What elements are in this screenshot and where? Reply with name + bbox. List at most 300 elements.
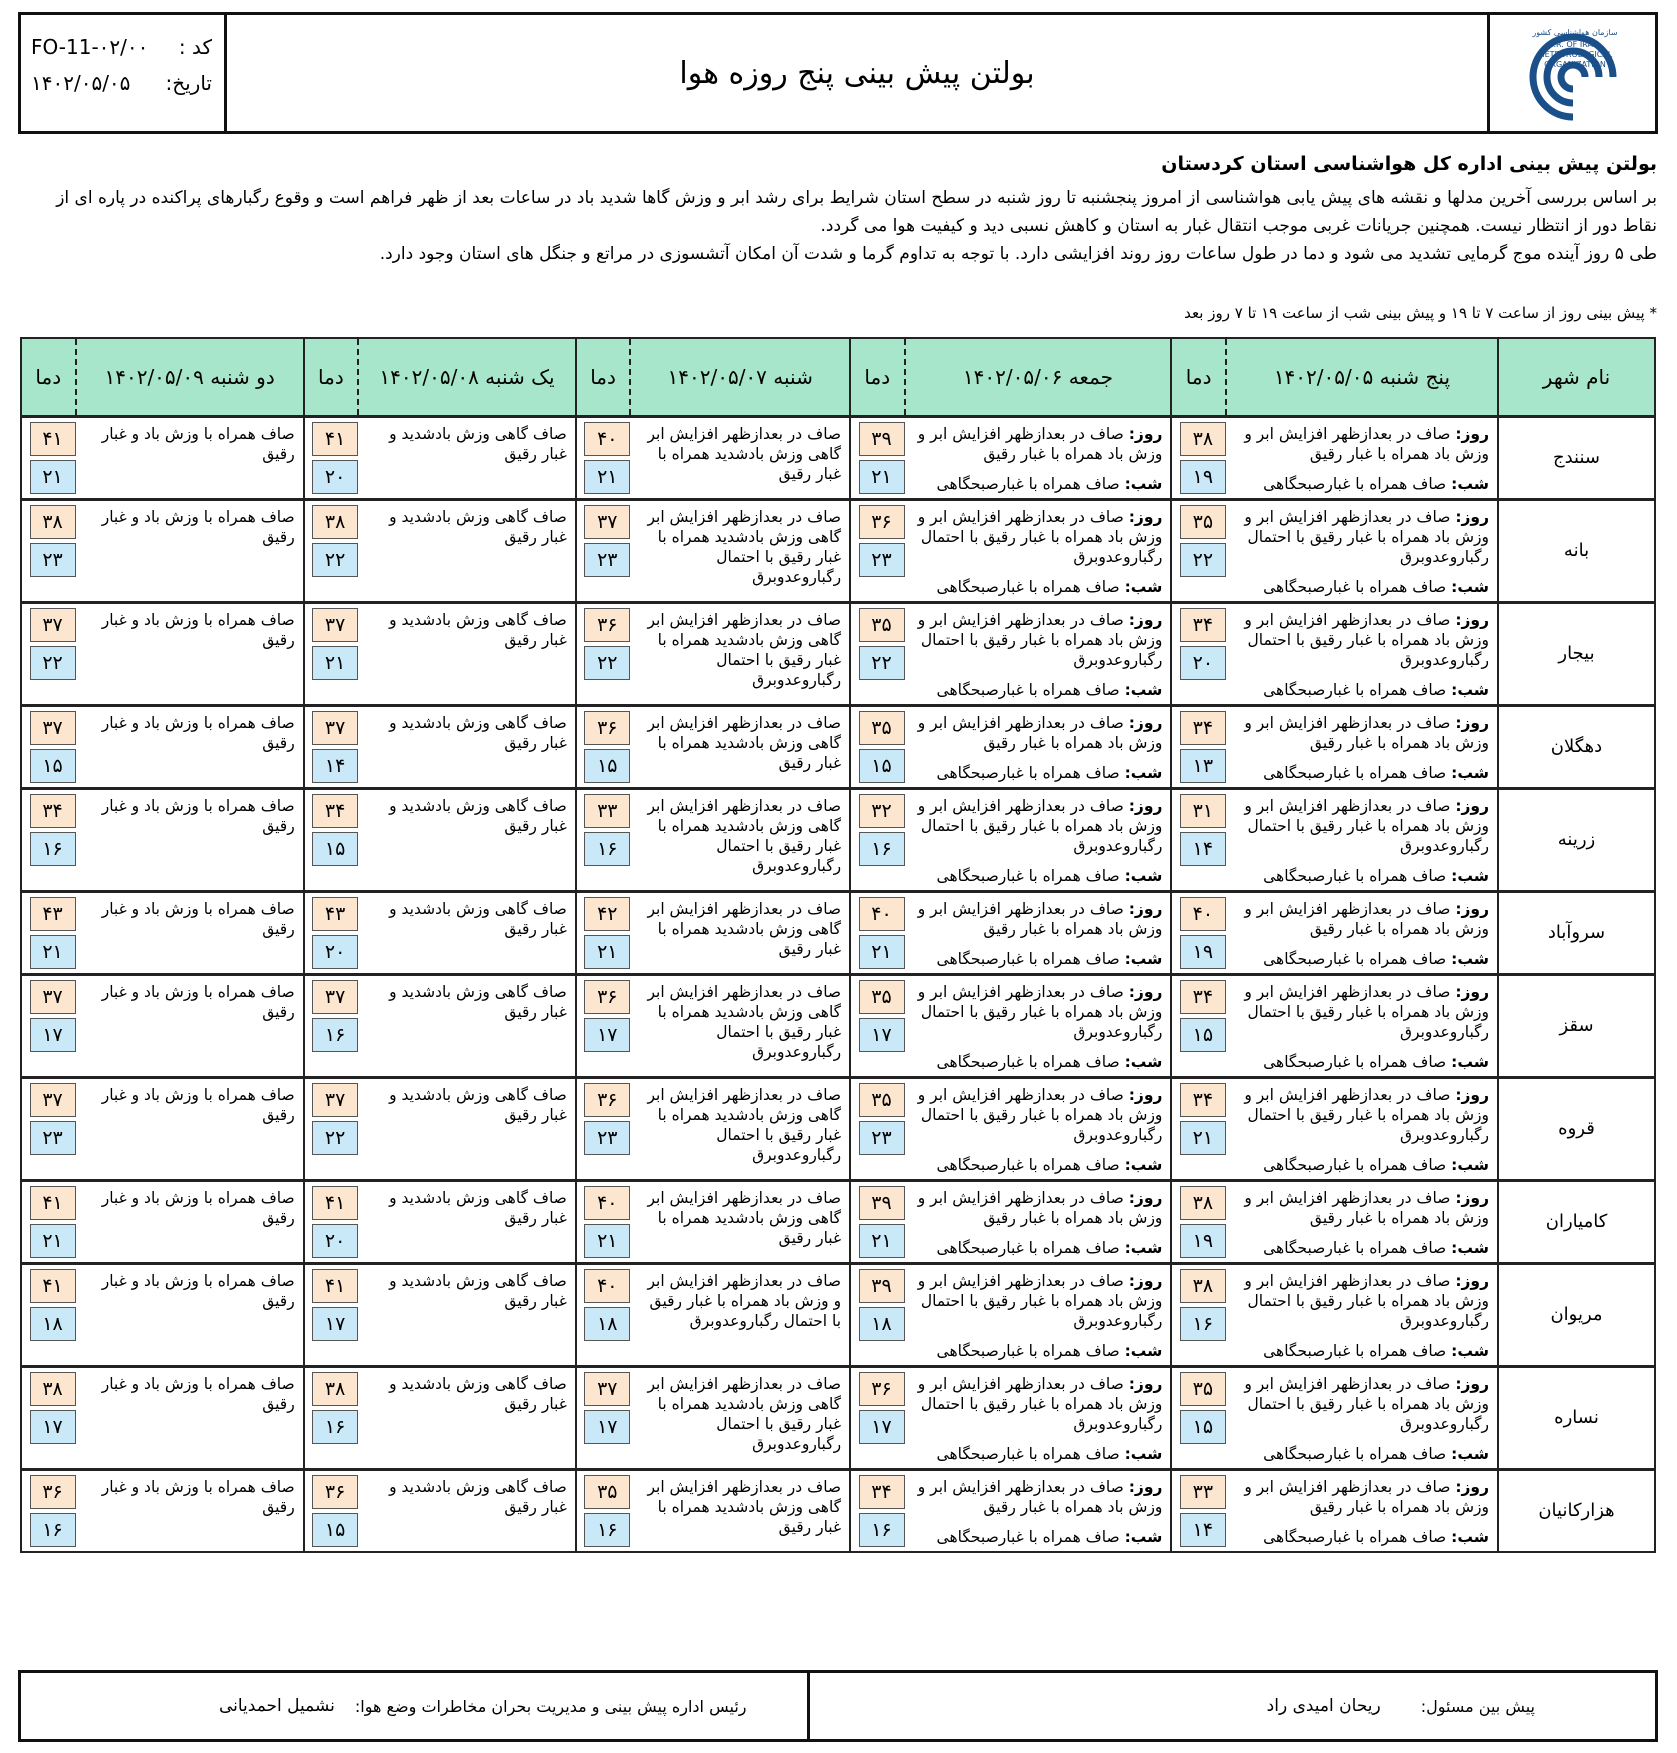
forecast-description <box>76 1367 304 1470</box>
city-name: مریوان <box>1498 1264 1655 1367</box>
table-row <box>21 892 1655 975</box>
max-temperature: ۴۳ <box>312 897 358 931</box>
min-temperature: ۱۳ <box>1180 749 1226 783</box>
logo-cell <box>1487 15 1655 131</box>
night-forecast <box>1232 680 1489 700</box>
day-label: روز: <box>1128 714 1163 732</box>
table-row <box>21 975 1655 1078</box>
city-name: سنندج <box>1498 417 1655 500</box>
temperature-cell <box>1171 603 1225 706</box>
max-temperature: ۳۷ <box>30 608 76 642</box>
max-temperature: ۳۵ <box>1180 1372 1226 1406</box>
forecast-text: صاف همراه با وزش باد و غبار رقیق <box>101 1272 295 1310</box>
max-temperature: ۳۸ <box>1180 422 1226 456</box>
night-forecast <box>911 474 1163 494</box>
day-forecast <box>1232 796 1489 856</box>
code-line <box>31 29 212 65</box>
day-forecast <box>1232 1374 1489 1434</box>
night-label: شب: <box>1124 1445 1163 1463</box>
forecast-text: صاف در بعدازظهر افزایش ابر گاهی وزش بادشدید همراه با غبار رقیق با احتمال رگباروعدوبرق <box>647 611 842 689</box>
forecast-description <box>630 706 850 789</box>
day-label: روز: <box>1455 425 1489 443</box>
intro-paragraph-2: طی ۵ روز آینده موج گرمایی تشدید می شود و دما در طول ساعات روز روند افزایشی دارد. با توجه به تداوم گرما و شدت آن امکان آتشسوزی در مراتع و جنگل های استان وجود دارد. <box>379 244 1657 264</box>
forecast-description <box>358 603 576 706</box>
temperature-cell <box>21 1078 76 1181</box>
temperature-cell <box>1171 892 1225 975</box>
temperature-cell <box>21 1470 76 1553</box>
day-forecast-text: صاف در بعدازظهر افزایش ابر و وزش باد همراه با غبار رقیق با احتمال رگباروعدوبرق <box>917 797 1163 855</box>
day-forecast <box>911 1271 1163 1331</box>
max-temperature: ۳۵ <box>584 1475 630 1509</box>
forecast-description <box>76 417 304 500</box>
day-forecast <box>911 1477 1163 1517</box>
forecast-description <box>630 789 850 892</box>
night-forecast <box>1232 1238 1489 1258</box>
night-forecast-text: صاف همراه با غبارصبحگاهی <box>936 475 1120 493</box>
min-temperature: ۱۷ <box>859 1410 905 1444</box>
max-temperature: ۳۵ <box>859 608 905 642</box>
forecast-text: صاف همراه با وزش باد و غبار رقیق <box>101 900 295 938</box>
max-temperature: ۴۰ <box>584 1269 630 1303</box>
min-temperature: ۱۶ <box>1180 1307 1226 1341</box>
forecast-text: صاف گاهی وزش بادشدید و غبار رقیق <box>389 508 567 546</box>
forecast-table-body <box>21 417 1655 1553</box>
max-temperature: ۳۴ <box>30 794 76 828</box>
forecast-description <box>905 1264 1172 1367</box>
day-forecast <box>911 507 1163 567</box>
forecast-text: صاف همراه با وزش باد و غبار رقیق <box>101 425 295 463</box>
day-forecast-text: صاف در بعدازظهر افزایش ابر و وزش باد همراه با غبار رقیق <box>917 425 1163 463</box>
min-temperature: ۱۶ <box>312 1018 358 1052</box>
forecast-description <box>76 1264 304 1367</box>
max-temperature: ۳۸ <box>1180 1186 1226 1220</box>
min-temperature: ۱۸ <box>584 1307 630 1341</box>
day-label: روز: <box>1455 508 1489 526</box>
max-temperature: ۴۰ <box>584 1186 630 1220</box>
forecast-description <box>76 975 304 1078</box>
city-name: بانه <box>1498 500 1655 603</box>
temperature-cell <box>21 500 76 603</box>
min-temperature: ۲۲ <box>859 646 905 680</box>
day-forecast <box>1232 507 1489 567</box>
day-label: روز: <box>1128 900 1163 918</box>
max-temperature: ۳۵ <box>1180 505 1226 539</box>
min-temperature: ۲۱ <box>859 460 905 494</box>
forecast-description <box>630 1181 850 1264</box>
min-temperature: ۱۹ <box>1180 935 1226 969</box>
forecast-description <box>630 1078 850 1181</box>
night-label: شب: <box>1451 1239 1489 1257</box>
forecast-description <box>358 1078 576 1181</box>
temperature-cell <box>850 417 904 500</box>
night-forecast <box>1232 866 1489 886</box>
min-temperature: ۲۱ <box>859 1224 905 1258</box>
forecast-description <box>630 975 850 1078</box>
temperature-cell <box>850 789 904 892</box>
max-temperature: ۳۸ <box>30 505 76 539</box>
night-label: شب: <box>1124 475 1163 493</box>
forecast-description <box>76 500 304 603</box>
night-forecast <box>911 949 1163 969</box>
temperature-cell <box>850 1470 904 1553</box>
temperature-cell <box>21 417 76 500</box>
day-forecast-text: صاف در بعدازظهر افزایش ابر و وزش باد همراه با غبار رقیق با احتمال رگباروعدوبرق <box>1244 797 1489 855</box>
city-name: هزارکانیان <box>1498 1470 1655 1553</box>
forecast-description <box>630 1367 850 1470</box>
forecast-text: صاف در بعدازظهر افزایش ابر و وزش باد همراه با غبار رقیق با احتمال رگباروعدوبرق <box>647 1272 842 1330</box>
max-temperature: ۳۵ <box>859 980 905 1014</box>
temperature-cell <box>576 1078 630 1181</box>
forecast-description <box>905 1367 1172 1470</box>
forecast-description <box>358 1367 576 1470</box>
forecast-description <box>358 706 576 789</box>
temp-column-header: دما <box>1171 338 1225 417</box>
day-forecast-text: صاف در بعدازظهر افزایش ابر و وزش باد همراه با غبار رقیق <box>917 1478 1163 1516</box>
night-forecast-text: صاف همراه با غبارصبحگاهی <box>1263 1445 1447 1463</box>
day-label: روز: <box>1455 611 1489 629</box>
min-temperature: ۱۷ <box>584 1018 630 1052</box>
day-column-header: پنج شنبه ۱۴۰۲/۰۵/۰۵ <box>1226 338 1498 417</box>
day-forecast <box>1232 1085 1489 1145</box>
night-label: شب: <box>1451 867 1489 885</box>
city-column-header: نام شهر <box>1498 338 1655 417</box>
night-label: شب: <box>1451 475 1489 493</box>
table-row <box>21 1264 1655 1367</box>
day-column-header: یک شنبه ۱۴۰۲/۰۵/۰۸ <box>358 338 576 417</box>
min-temperature: ۲۱ <box>859 935 905 969</box>
min-temperature: ۲۱ <box>312 646 358 680</box>
intro-section <box>17 150 1657 268</box>
night-forecast <box>1232 949 1489 969</box>
temperature-cell <box>1171 417 1225 500</box>
day-label: روز: <box>1128 1272 1163 1290</box>
max-temperature: ۳۴ <box>1180 980 1226 1014</box>
min-temperature: ۱۷ <box>859 1018 905 1052</box>
night-label: شب: <box>1451 764 1489 782</box>
night-forecast <box>911 866 1163 886</box>
forecast-text: صاف گاهی وزش بادشدید و غبار رقیق <box>389 1272 567 1310</box>
temperature-cell <box>1171 789 1225 892</box>
temperature-cell <box>850 603 904 706</box>
night-forecast-text: صاف همراه با غبارصبحگاهی <box>1263 578 1447 596</box>
day-forecast-text: صاف در بعدازظهر افزایش ابر و وزش باد همراه با غبار رقیق با احتمال رگباروعدوبرق <box>917 983 1163 1041</box>
min-temperature: ۱۶ <box>30 1513 76 1547</box>
max-temperature: ۳۶ <box>584 711 630 745</box>
day-label: روز: <box>1455 1272 1489 1290</box>
day-forecast-text: صاف در بعدازظهر افزایش ابر و وزش باد همراه با غبار رقیق <box>1244 714 1489 752</box>
date-line <box>31 65 212 101</box>
day-forecast-text: صاف در بعدازظهر افزایش ابر و وزش باد همراه با غبار رقیق <box>1244 1189 1489 1227</box>
forecast-description <box>905 1181 1172 1264</box>
forecast-text: صاف گاهی وزش بادشدید و غبار رقیق <box>389 714 567 752</box>
night-forecast <box>911 1155 1163 1175</box>
max-temperature: ۳۴ <box>1180 711 1226 745</box>
min-temperature: ۱۶ <box>312 1410 358 1444</box>
min-temperature: ۱۴ <box>1180 1513 1226 1547</box>
max-temperature: ۴۳ <box>30 897 76 931</box>
night-forecast-text: صاف همراه با غبارصبحگاهی <box>936 1239 1120 1257</box>
temperature-cell <box>1171 1264 1225 1367</box>
temperature-cell <box>1171 1470 1225 1553</box>
day-forecast-text: صاف در بعدازظهر افزایش ابر و وزش باد همراه با غبار رقیق <box>1244 1478 1489 1516</box>
temperature-cell <box>1171 975 1225 1078</box>
night-forecast <box>911 1052 1163 1072</box>
temperature-cell <box>850 1264 904 1367</box>
temperature-cell <box>21 789 76 892</box>
temperature-cell <box>576 1264 630 1367</box>
day-forecast <box>911 713 1163 753</box>
city-name: سروآباد <box>1498 892 1655 975</box>
forecast-description <box>358 1470 576 1553</box>
signature-footer <box>18 1670 1658 1742</box>
day-forecast <box>1232 1477 1489 1517</box>
temp-column-header: دما <box>21 338 76 417</box>
forecast-description <box>358 975 576 1078</box>
day-forecast-text: صاف در بعدازظهر افزایش ابر و وزش باد همراه با غبار رقیق با احتمال رگباروعدوبرق <box>1244 983 1489 1041</box>
day-forecast <box>1232 899 1489 939</box>
logo-text-en-3: ORGANIZATION <box>1543 60 1606 69</box>
min-temperature: ۲۳ <box>584 543 630 577</box>
department-head-label: رئیس اداره پیش بینی و مدیریت بحران مخاطرات وضع هوا: <box>354 1696 747 1716</box>
max-temperature: ۳۳ <box>584 794 630 828</box>
temperature-cell <box>576 1470 630 1553</box>
night-label: شب: <box>1451 1053 1489 1071</box>
day-forecast <box>911 899 1163 939</box>
night-forecast <box>911 1341 1163 1361</box>
forecast-text: صاف در بعدازظهر افزایش ابر گاهی وزش بادشدید همراه با غبار رقیق <box>647 425 842 483</box>
night-forecast-text: صاف همراه با غبارصبحگاهی <box>1263 1528 1447 1546</box>
night-label: شب: <box>1124 1156 1163 1174</box>
night-forecast <box>1232 1444 1489 1464</box>
min-temperature: ۱۷ <box>30 1018 76 1052</box>
max-temperature: ۳۷ <box>312 1083 358 1117</box>
night-forecast-text: صاف همراه با غبارصبحگاهی <box>936 1342 1120 1360</box>
night-label: شب: <box>1124 950 1163 968</box>
min-temperature: ۱۶ <box>859 832 905 866</box>
night-label: شب: <box>1451 950 1489 968</box>
min-temperature: ۱۴ <box>1180 832 1226 866</box>
min-temperature: ۱۵ <box>859 749 905 783</box>
max-temperature: ۳۹ <box>859 1186 905 1220</box>
city-name: قروه <box>1498 1078 1655 1181</box>
day-label: روز: <box>1455 1086 1489 1104</box>
forecast-description <box>1226 1078 1498 1181</box>
temperature-cell <box>304 500 358 603</box>
forecast-text: صاف در بعدازظهر افزایش ابر گاهی وزش بادشدید همراه با غبار رقیق با احتمال رگباروعدوبرق <box>647 797 842 875</box>
forecast-text: صاف گاهی وزش بادشدید و غبار رقیق <box>389 611 567 649</box>
min-temperature: ۲۱ <box>584 460 630 494</box>
table-row <box>21 1181 1655 1264</box>
min-temperature: ۱۵ <box>312 832 358 866</box>
night-forecast-text: صاف همراه با غبارصبحگاهی <box>936 681 1120 699</box>
night-forecast-text: صاف همراه با غبارصبحگاهی <box>1263 681 1447 699</box>
min-temperature: ۱۷ <box>312 1307 358 1341</box>
night-label: شب: <box>1451 1156 1489 1174</box>
temperature-cell <box>21 892 76 975</box>
forecast-text: صاف همراه با وزش باد و غبار رقیق <box>101 1478 295 1516</box>
day-label: روز: <box>1128 1478 1163 1496</box>
forecast-description <box>630 603 850 706</box>
night-label: شب: <box>1451 578 1489 596</box>
temperature-cell <box>576 417 630 500</box>
min-temperature: ۱۸ <box>859 1307 905 1341</box>
temp-column-header: دما <box>304 338 358 417</box>
night-forecast-text: صاف همراه با غبارصبحگاهی <box>1263 1053 1447 1071</box>
temperature-cell <box>304 417 358 500</box>
day-forecast <box>1232 982 1489 1042</box>
temperature-cell <box>576 500 630 603</box>
city-name: نساره <box>1498 1367 1655 1470</box>
intro-paragraph-1: بر اساس بررسی آخرین مدلها و نقشه های پیش یابی هواشناسی از امروز پنجشنبه تا روز شنبه در سطح استان شرایط برای رشد ابر و وزش گاها شدید باد در ساعات بعد از ظهر فراهم است و وقوع رگبارهای پراکنده در پاره ای از نقاط دور از انتظار نیست. همچنین جریانات غربی موجب انتقال غبار به استان و کاهش نسبی دید و کیفیت هوا می گردد. <box>56 188 1657 236</box>
forecast-description <box>1226 1470 1498 1553</box>
day-label: روز: <box>1455 1189 1489 1207</box>
forecast-text: صاف همراه با وزش باد و غبار رقیق <box>101 983 295 1021</box>
forecast-description <box>1226 892 1498 975</box>
min-temperature: ۲۱ <box>584 1224 630 1258</box>
night-label: شب: <box>1124 764 1163 782</box>
day-forecast-text: صاف در بعدازظهر افزایش ابر و وزش باد همراه با غبار رقیق با احتمال رگباروعدوبرق <box>917 1272 1163 1330</box>
forecast-text: صاف همراه با وزش باد و غبار رقیق <box>101 1189 295 1227</box>
forecast-description <box>358 500 576 603</box>
day-label: روز: <box>1128 1189 1163 1207</box>
night-forecast <box>911 1238 1163 1258</box>
day-forecast-text: صاف در بعدازظهر افزایش ابر و وزش باد همراه با غبار رقیق با احتمال رگباروعدوبرق <box>1244 611 1489 669</box>
forecast-text: صاف در بعدازظهر افزایش ابر گاهی وزش بادشدید همراه با غبار رقیق <box>647 1478 842 1536</box>
forecast-description <box>905 975 1172 1078</box>
night-label: شب: <box>1124 578 1163 596</box>
max-temperature: ۳۲ <box>859 794 905 828</box>
max-temperature: ۳۵ <box>859 711 905 745</box>
min-temperature: ۱۶ <box>30 832 76 866</box>
day-forecast-text: صاف در بعدازظهر افزایش ابر و وزش باد همراه با غبار رقیق با احتمال رگباروعدوبرق <box>917 611 1163 669</box>
night-forecast-text: صاف همراه با غبارصبحگاهی <box>936 578 1120 596</box>
night-label: شب: <box>1124 1342 1163 1360</box>
forecast-text: صاف در بعدازظهر افزایش ابر گاهی وزش بادشدید همراه با غبار رقیق با احتمال رگباروعدوبرق <box>647 1375 842 1453</box>
code-label: کد : <box>178 35 212 59</box>
city-name: کامیاران <box>1498 1181 1655 1264</box>
max-temperature: ۳۸ <box>312 1372 358 1406</box>
table-row <box>21 603 1655 706</box>
table-row <box>21 500 1655 603</box>
day-forecast <box>1232 1188 1489 1228</box>
max-temperature: ۴۱ <box>312 422 358 456</box>
logo-text-en-2: METEOROLOGICAL <box>1537 50 1612 59</box>
max-temperature: ۳۷ <box>30 980 76 1014</box>
table-row <box>21 1367 1655 1470</box>
min-temperature: ۲۲ <box>312 543 358 577</box>
code-date-cell <box>21 15 227 131</box>
forecast-description <box>358 892 576 975</box>
meteorological-organization-logo-icon <box>1503 21 1643 125</box>
code-value: FO-11-۰۲/۰۰ <box>31 35 149 59</box>
day-forecast-text: صاف در بعدازظهر افزایش ابر و وزش باد همراه با غبار رقیق <box>917 900 1163 938</box>
forecast-text: صاف همراه با وزش باد و غبار رقیق <box>101 714 295 752</box>
temperature-cell <box>304 603 358 706</box>
temperature-cell <box>304 892 358 975</box>
max-temperature: ۴۱ <box>312 1186 358 1220</box>
day-forecast-text: صاف در بعدازظهر افزایش ابر و وزش باد همراه با غبار رقیق با احتمال رگباروعدوبرق <box>1244 1086 1489 1144</box>
forecast-description <box>630 892 850 975</box>
night-forecast-text: صاف همراه با غبارصبحگاهی <box>1263 1342 1447 1360</box>
day-label: روز: <box>1128 797 1163 815</box>
temperature-cell <box>304 789 358 892</box>
forecast-text: صاف در بعدازظهر افزایش ابر گاهی وزش بادشدید همراه با غبار رقیق <box>647 1189 842 1247</box>
min-temperature: ۲۳ <box>584 1121 630 1155</box>
temp-column-header: دما <box>576 338 630 417</box>
max-temperature: ۳۵ <box>859 1083 905 1117</box>
night-forecast-text: صاف همراه با غبارصبحگاهی <box>936 950 1120 968</box>
temperature-cell <box>21 975 76 1078</box>
day-forecast-text: صاف در بعدازظهر افزایش ابر و وزش باد همراه با غبار رقیق <box>917 714 1163 752</box>
night-label: شب: <box>1124 1053 1163 1071</box>
night-forecast <box>1232 1341 1489 1361</box>
night-forecast <box>911 1527 1163 1547</box>
night-forecast <box>1232 763 1489 783</box>
forecast-description <box>358 417 576 500</box>
max-temperature: ۳۹ <box>859 422 905 456</box>
max-temperature: ۴۰ <box>584 422 630 456</box>
night-forecast <box>1232 1052 1489 1072</box>
min-temperature: ۱۶ <box>584 1513 630 1547</box>
temperature-cell <box>304 1470 358 1553</box>
night-forecast-text: صاف همراه با غبارصبحگاهی <box>1263 475 1447 493</box>
temperature-cell <box>850 975 904 1078</box>
day-label: روز: <box>1455 797 1489 815</box>
night-forecast <box>911 680 1163 700</box>
night-label: شب: <box>1451 1342 1489 1360</box>
min-temperature: ۱۶ <box>584 832 630 866</box>
night-forecast-text: صاف همراه با غبارصبحگاهی <box>936 1053 1120 1071</box>
max-temperature: ۳۴ <box>1180 1083 1226 1117</box>
forecast-description <box>1226 975 1498 1078</box>
day-forecast <box>911 796 1163 856</box>
max-temperature: ۳۷ <box>312 980 358 1014</box>
night-label: شب: <box>1451 681 1489 699</box>
logo-text-fa: سازمان هواشناسی کشور <box>1531 28 1618 37</box>
forecast-description <box>1226 603 1498 706</box>
day-forecast-text: صاف در بعدازظهر افزایش ابر و وزش باد همراه با غبار رقیق <box>1244 425 1489 463</box>
min-temperature: ۲۳ <box>859 543 905 577</box>
min-temperature: ۲۳ <box>30 543 76 577</box>
date-label: تاریخ: <box>165 71 212 95</box>
day-label: روز: <box>1455 1375 1489 1393</box>
department-head-cell <box>21 1673 807 1739</box>
day-forecast-text: صاف در بعدازظهر افزایش ابر و وزش باد همراه با غبار رقیق با احتمال رگباروعدوبرق <box>1244 1272 1489 1330</box>
min-temperature: ۲۲ <box>30 646 76 680</box>
temperature-cell <box>304 1264 358 1367</box>
max-temperature: ۳۶ <box>584 608 630 642</box>
temperature-cell <box>1171 1078 1225 1181</box>
day-forecast-text: صاف در بعدازظهر افزایش ابر و وزش باد همراه با غبار رقیق با احتمال رگباروعدوبرق <box>917 1086 1163 1144</box>
max-temperature: ۳۹ <box>859 1269 905 1303</box>
day-forecast <box>1232 1271 1489 1331</box>
night-forecast <box>911 1444 1163 1464</box>
night-forecast-text: صاف همراه با غبارصبحگاهی <box>1263 764 1447 782</box>
temperature-cell <box>304 706 358 789</box>
min-temperature: ۲۳ <box>30 1121 76 1155</box>
forecast-text: صاف گاهی وزش بادشدید و غبار رقیق <box>389 797 567 835</box>
max-temperature: ۴۰ <box>859 897 905 931</box>
night-label: شب: <box>1124 681 1163 699</box>
page-title: بولتن پیش بینی پنج روزه هوا <box>679 55 1035 91</box>
day-label: روز: <box>1455 900 1489 918</box>
min-temperature: ۱۵ <box>1180 1410 1226 1444</box>
night-forecast-text: صاف همراه با غبارصبحگاهی <box>936 1156 1120 1174</box>
max-temperature: ۴۲ <box>584 897 630 931</box>
forecast-text: صاف در بعدازظهر افزایش ابر گاهی وزش بادشدید همراه با غبار رقیق <box>647 900 842 958</box>
day-forecast <box>911 1085 1163 1145</box>
max-temperature: ۴۱ <box>30 1269 76 1303</box>
